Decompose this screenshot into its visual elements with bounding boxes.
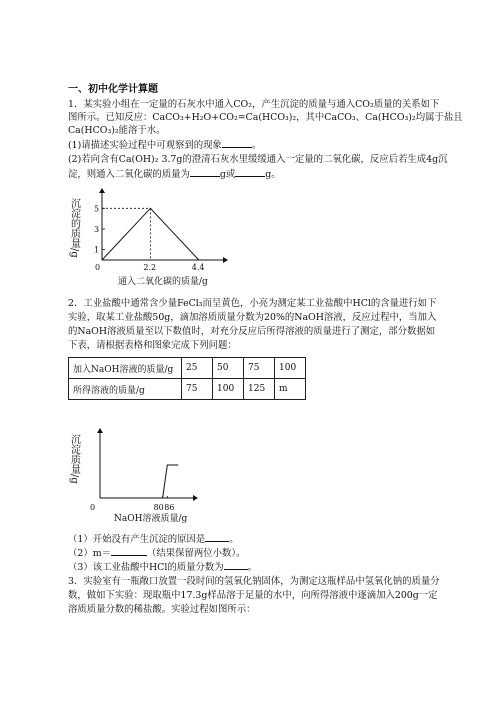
y-axis-label bbox=[69, 198, 81, 259]
table-cell: 100 bbox=[275, 358, 306, 379]
x-tick-label: 2.2 bbox=[143, 263, 157, 272]
y-tick-label: 3 bbox=[94, 225, 100, 234]
y-axis-label-text: 沉淀的质量/g bbox=[68, 198, 80, 258]
section-title: 一、初中化学计算题 bbox=[68, 84, 158, 95]
x-tick-label: 0 bbox=[90, 503, 96, 512]
q1-line-2: 图所示。已知反应：CaCO₃+H₂O+CO₂=Ca(HCO₃)₂，其中CaCO₃、Ca(HCO₃)₂均属于盐且 bbox=[68, 112, 463, 123]
q3-line-2: 数，做如下实验：现取瓶中17.3g样品溶于足量的水中，向所得溶液中逐滴加入200g一定 bbox=[68, 590, 438, 601]
answer-blank[interactable] bbox=[190, 167, 220, 177]
table-row bbox=[69, 358, 306, 379]
x-tick-label: 80 bbox=[153, 503, 164, 512]
answer-blank[interactable] bbox=[224, 560, 248, 570]
answer-blank[interactable] bbox=[111, 546, 147, 556]
table-cell: 75 bbox=[244, 358, 275, 379]
y-tick-label: 5 bbox=[94, 204, 100, 214]
table-cell: 50 bbox=[213, 358, 244, 379]
answer-blank[interactable] bbox=[205, 532, 229, 542]
y-axis-arrow bbox=[97, 428, 103, 433]
q1-subq-1: (1)请描述实验过程中可观察到的现象 。 bbox=[68, 140, 262, 151]
q2-subq-1: （1）开始没有产生沉淀的原因是 。 bbox=[68, 534, 239, 545]
series-line bbox=[100, 465, 178, 498]
table-cell: 25 bbox=[182, 358, 213, 379]
q2-subq-3: （3）该工业盐酸中HCl的质量分数为 。 bbox=[68, 562, 257, 573]
y-tick-label: 1 bbox=[94, 245, 100, 255]
table-cell: m bbox=[275, 379, 306, 400]
q2-subq-2: （2）m＝ （结果保留两位小数）。 bbox=[68, 548, 246, 559]
x-axis-label: NaOH溶液质量/g bbox=[114, 514, 188, 524]
precipitate-vs-co2-chart bbox=[68, 188, 248, 288]
x-tick-label: 86 bbox=[164, 503, 175, 512]
x-axis-arrow bbox=[193, 495, 198, 501]
x-axis-arrow bbox=[223, 257, 228, 263]
q1-subq-2: (2)若向含有Ca(OH)₂ 3.7g的澄清石灰水里缓缓通入一定量的二氧化碳，反应后若生成4g沉 bbox=[68, 154, 448, 165]
q2-line-4: 下表，请根据表格和图象完成下列问题： bbox=[68, 340, 237, 351]
table-cell: 加入NaOH溶液的质量/g bbox=[69, 358, 182, 379]
x-tick-label: 4.4 bbox=[191, 263, 205, 272]
table-cell: 125 bbox=[244, 379, 275, 400]
table-cell: 100 bbox=[213, 379, 244, 400]
table-cell: 75 bbox=[182, 379, 213, 400]
q1-line-3: Ca(HCO₃)₂能溶于水。 bbox=[68, 125, 166, 136]
answer-blank[interactable] bbox=[235, 167, 265, 177]
table-cell: 所得溶液的质量/g bbox=[69, 379, 182, 400]
answer-blank[interactable] bbox=[222, 138, 252, 148]
q3-line-1: 3．实验室有一瓶敞口放置一段时间的氢氧化钠固体，为测定这瓶样品中氢氧化钠的质量分 bbox=[68, 576, 440, 587]
origin-label: 0 bbox=[95, 263, 101, 272]
y-axis-arrow bbox=[99, 188, 105, 193]
y-axis-label-text: 沉淀质量/g bbox=[68, 434, 80, 484]
data-table bbox=[68, 357, 306, 400]
precipitate-vs-naoh-chart bbox=[68, 428, 218, 526]
q2-line-2: 实验，取某工业盐酸50g，滴加溶质质量分数为20%的NaOH溶液，反应过程中，当加入 bbox=[68, 312, 437, 323]
q2-line-3: 的NaOH溶液质量至以下数值时，对充分反应后所得溶液的质量进行了测定，部分数据如 bbox=[68, 326, 436, 337]
table-row bbox=[69, 379, 306, 400]
x-axis-label: 通入二氧化碳的质量/g bbox=[118, 277, 208, 287]
q3-line-3: 溶质质量分数的稀盐酸。实验过程如图所示： bbox=[68, 604, 256, 615]
q2-line-1: 2．工业盐酸中通常含少量FeCl₃而呈黄色，小亮为测定某工业盐酸中HCl的含量进行如下 bbox=[68, 298, 437, 309]
q1-line-1: 1．某实验小组在一定量的石灰水中通入CO₂，产生沉淀的质量与通入CO₂质量的关系如下 bbox=[68, 99, 440, 110]
q1-subq-2-cont: 淀，则通入二氧化碳的质量为 g或 g。 bbox=[68, 169, 281, 180]
